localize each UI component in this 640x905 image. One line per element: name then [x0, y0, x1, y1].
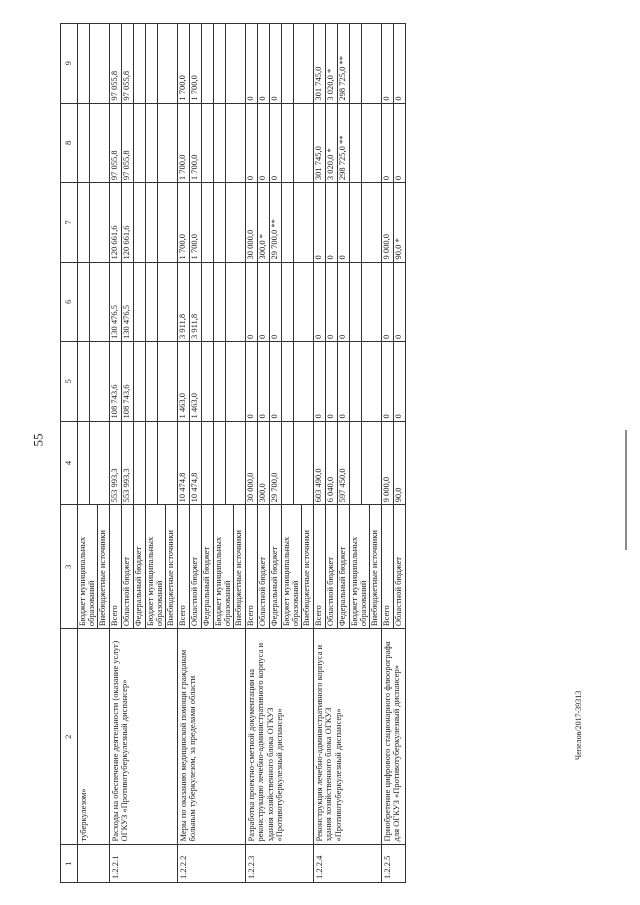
value-cell: 120 661,6: [110, 183, 122, 261]
value-list: [78, 104, 101, 182]
value-cell: 0: [270, 104, 282, 182]
funding-source: Федеральный бюджет: [202, 505, 214, 628]
value-cell: [202, 342, 214, 420]
value-cell: [146, 24, 158, 103]
value-cell: [90, 24, 101, 103]
funding-source-list: [78, 505, 109, 628]
value-cell: 1 700,0: [178, 104, 190, 182]
funding-source: Областной бюджет: [190, 505, 202, 628]
funding-source: Внебюджетные источники: [96, 530, 107, 627]
value-cell: [202, 422, 214, 505]
value-cell: 0: [258, 263, 270, 341]
value-cell: 120 661,6: [122, 183, 134, 261]
column-header-8: 8: [61, 103, 78, 182]
value-list: [110, 183, 169, 261]
value-cell: [78, 24, 90, 103]
value-cell: [362, 263, 373, 341]
value-cell: 10 474,8: [190, 422, 202, 505]
funding-source-list: [314, 505, 381, 628]
value-list: [314, 263, 373, 341]
funding-table: [60, 23, 406, 883]
funding-source: Федеральный бюджет: [338, 505, 350, 628]
value-cell: 0: [392, 175, 403, 181]
value-cell: [294, 263, 305, 341]
value-list: [78, 24, 101, 103]
value-cell: 0: [382, 24, 394, 103]
table-body: [77, 24, 405, 883]
value-cell: 30 000,0: [246, 422, 258, 505]
row-name: Приобретение цифрового стационарного флюорографа для ОГКУЗ «Противотуберкулезный диспансер»: [381, 629, 405, 845]
row-code: 1.2.2.1: [109, 845, 177, 883]
value-list: [110, 24, 169, 103]
value-cell: [158, 183, 169, 261]
value-cell: [350, 183, 362, 261]
value-list: [382, 24, 405, 103]
value-cell: [78, 422, 90, 505]
value-cell: 3 911,8: [190, 263, 202, 341]
value-cell: 0: [392, 334, 403, 340]
value-col4: [381, 421, 405, 505]
value-cell: [350, 104, 362, 182]
table-row: [177, 24, 245, 883]
value-cell: [134, 263, 146, 341]
value-cell: [90, 342, 101, 420]
funding-source-list: [110, 505, 177, 628]
value-cell: [282, 422, 294, 505]
value-col6: [245, 262, 313, 341]
value-cell: [90, 104, 101, 182]
value-list: [110, 422, 169, 505]
value-list: [178, 183, 237, 261]
rotated-table-wrapper: [60, 23, 580, 883]
value-cell: [214, 342, 226, 420]
row-name: Разработка проектно-сметной документации на реконструкцию лечебно-административного корпуса и здания хозяйственного блока ОГКУЗ «Противотуберкулезный диспансер»: [245, 629, 313, 845]
column-header-1: 1: [61, 845, 78, 883]
value-col5: [177, 342, 245, 421]
value-col7: [381, 183, 405, 262]
value-list: [314, 422, 373, 505]
value-col8: [177, 103, 245, 182]
value-cell: 300,0 *: [258, 183, 270, 261]
value-col4: [177, 421, 245, 505]
value-cell: [214, 263, 226, 341]
value-list: [382, 104, 405, 182]
table-row: [313, 24, 381, 883]
value-cell: [146, 263, 158, 341]
value-cell: [78, 342, 90, 420]
scan-edge-mark: [625, 430, 627, 550]
row-code: 1.2.2.3: [245, 845, 313, 883]
value-cell: [78, 183, 90, 261]
value-list: [382, 263, 405, 341]
column-header-2: 2: [61, 629, 78, 845]
value-col8: [381, 103, 405, 182]
funding-source: Федеральный бюджет: [270, 505, 282, 628]
value-list: [246, 183, 305, 261]
value-column: [77, 421, 109, 505]
value-cell: [294, 104, 305, 182]
row-name: Меры по оказанию медицинской помощи гражданам больным туберкулезом, за пределами области: [177, 629, 245, 845]
value-list: [78, 263, 101, 341]
value-cell: [134, 342, 146, 420]
value-cell: [214, 24, 226, 103]
value-cell: 0: [382, 263, 394, 341]
value-cell: [202, 183, 214, 261]
value-column: [77, 183, 109, 262]
value-cell: [294, 24, 305, 103]
funding-source: Областной бюджет: [392, 557, 403, 627]
value-cell: [294, 422, 305, 505]
value-list: [78, 342, 101, 420]
funding-source: Бюджет муниципальных образований: [146, 505, 166, 628]
value-cell: 0: [392, 414, 403, 419]
value-col9: [313, 24, 381, 104]
value-list: [246, 422, 305, 505]
funding-source: Бюджет муниципальных образований: [214, 505, 234, 628]
value-col8: [109, 103, 177, 182]
value-list: [382, 183, 405, 261]
funding-source: Областной бюджет: [258, 505, 270, 628]
value-cell: 130 476,5: [122, 263, 134, 341]
value-cell: 0: [246, 263, 258, 341]
value-cell: 0: [270, 24, 282, 103]
value-cell: [202, 104, 214, 182]
value-col6: [177, 262, 245, 341]
funding-source-list: [246, 505, 313, 628]
value-cell: 6 040,0: [326, 422, 338, 505]
value-cell: [282, 104, 294, 182]
value-col7: [177, 183, 245, 262]
value-cell: [158, 342, 169, 420]
value-col5: [109, 342, 177, 421]
funding-sources: [177, 505, 245, 629]
row-name: Реконструкция лечебно-административного корпуса и здания хозяйственного блока ОГКУЗ «Противотуберкулезный диспансер»: [313, 629, 381, 845]
value-cell: [226, 263, 237, 341]
value-cell: 108 743,6: [110, 342, 122, 420]
value-cell: 3 020,0 *: [326, 104, 338, 182]
value-col7: [109, 183, 177, 262]
value-cell: [282, 263, 294, 341]
value-col9: [177, 24, 245, 104]
funding-source: Всего: [246, 505, 258, 628]
funding-source: Всего: [110, 505, 122, 628]
funding-sources: [109, 505, 177, 629]
value-cell: [90, 422, 101, 505]
funding-sources: [313, 505, 381, 629]
funding-source: Внебюджетные источники: [368, 530, 379, 627]
value-cell: [146, 342, 158, 420]
value-cell: 0: [258, 104, 270, 182]
value-cell: [158, 263, 169, 341]
value-cell: 0: [314, 183, 326, 261]
value-cell: 0: [338, 183, 350, 261]
value-cell: [226, 183, 237, 261]
value-list: [110, 342, 169, 420]
value-cell: [282, 342, 294, 420]
funding-source: Всего: [382, 505, 394, 628]
value-cell: 0: [338, 342, 350, 420]
value-cell: 97 055,8: [122, 24, 134, 103]
value-list: [246, 104, 305, 182]
value-list: [178, 104, 237, 182]
value-list: [314, 24, 373, 103]
value-cell: 0: [326, 183, 338, 261]
value-cell: 130 476,5: [110, 263, 122, 341]
value-cell: [90, 263, 101, 341]
column-header-3: 3: [61, 505, 78, 629]
value-cell: [362, 342, 373, 420]
value-cell: 0: [314, 263, 326, 341]
value-cell: 298 725,0 **: [338, 104, 350, 182]
value-cell: [134, 422, 146, 505]
column-header-5: 5: [61, 342, 78, 421]
value-cell: [282, 183, 294, 261]
funding-source: Бюджет муниципальных образований: [78, 505, 98, 628]
value-list: [382, 422, 405, 505]
value-cell: 0: [270, 342, 282, 420]
value-cell: 97 055,8: [110, 24, 122, 103]
funding-source: Бюджет муниципальных образований: [350, 505, 370, 628]
value-cell: 0: [338, 263, 350, 341]
funding-sources: [245, 505, 313, 629]
value-list: [382, 342, 405, 420]
value-cell: [134, 183, 146, 261]
table-row-continuation: [77, 24, 109, 883]
value-cell: 3 020,0 *: [326, 24, 338, 103]
funding-source: Областной бюджет: [326, 505, 338, 628]
value-cell: 3 911,8: [178, 263, 190, 341]
value-cell: [146, 422, 158, 505]
value-cell: 298 725,0 **: [338, 24, 350, 103]
value-col4: [313, 421, 381, 505]
funding-source: Всего: [178, 505, 190, 628]
value-cell: 0: [270, 263, 282, 341]
value-cell: 0: [326, 263, 338, 341]
value-cell: 90,0 *: [392, 238, 403, 260]
value-cell: 1 700,0: [190, 104, 202, 182]
value-list: [178, 263, 237, 341]
value-cell: 0: [258, 342, 270, 420]
value-cell: [78, 263, 90, 341]
value-cell: 9 000,0: [382, 422, 394, 505]
value-col5: [381, 342, 405, 421]
funding-source: Всего: [314, 505, 326, 628]
value-cell: [350, 263, 362, 341]
value-col9: [109, 24, 177, 104]
header-row: [61, 24, 78, 883]
value-list: [78, 422, 101, 505]
value-cell: [350, 342, 362, 420]
value-cell: 301 745,0: [314, 24, 326, 103]
value-cell: 108 743,6: [122, 342, 134, 420]
value-col8: [245, 103, 313, 182]
value-list: [178, 422, 237, 505]
value-cell: [362, 104, 373, 182]
value-list: [314, 342, 373, 420]
value-cell: 301 745,0: [314, 104, 326, 182]
value-cell: 29 700,0: [270, 422, 282, 505]
value-cell: [134, 104, 146, 182]
value-cell: 553 993,3: [110, 422, 122, 505]
value-cell: 1 700,0: [178, 183, 190, 261]
value-cell: 0: [382, 342, 394, 420]
value-col6: [109, 262, 177, 341]
value-cell: [158, 24, 169, 103]
value-cell: [362, 24, 373, 103]
value-cell: [214, 183, 226, 261]
column-header-7: 7: [61, 183, 78, 262]
value-col9: [381, 24, 405, 104]
value-cell: 300,0: [258, 422, 270, 505]
value-cell: 0: [382, 104, 394, 182]
value-col5: [245, 342, 313, 421]
funding-source: Бюджет муниципальных образований: [282, 505, 302, 628]
funding-sources: [77, 505, 109, 629]
page-number: 55: [30, 433, 46, 447]
value-cell: 597 450,0: [338, 422, 350, 505]
value-cell: [158, 422, 169, 505]
table-row: [245, 24, 313, 883]
value-cell: [226, 422, 237, 505]
value-cell: 29 700,0 **: [270, 183, 282, 261]
value-cell: [146, 183, 158, 261]
value-cell: 0: [246, 104, 258, 182]
row-code: 1.2.2.5: [381, 845, 405, 883]
value-cell: [90, 183, 101, 261]
funding-source: Федеральный бюджет: [134, 505, 146, 628]
table-row: [381, 24, 405, 883]
funding-source-list: [382, 505, 405, 628]
value-cell: [226, 24, 237, 103]
value-cell: 0: [314, 342, 326, 420]
value-cell: [294, 342, 305, 420]
value-col9: [245, 24, 313, 104]
row-name: туберкулезом»: [77, 629, 109, 845]
value-cell: 97 055,8: [122, 104, 134, 182]
value-cell: 1 463,0: [190, 342, 202, 420]
value-list: [178, 342, 237, 420]
funding-source: Внебюджетные источники: [232, 530, 243, 627]
funding-sources: [381, 505, 405, 629]
value-cell: [362, 183, 373, 261]
value-col7: [313, 183, 381, 262]
value-cell: [350, 24, 362, 103]
value-list: [246, 24, 305, 103]
value-cell: [226, 342, 237, 420]
value-col7: [245, 183, 313, 262]
value-cell: [78, 104, 90, 182]
funding-source-list: [178, 505, 245, 628]
value-cell: [294, 183, 305, 261]
value-cell: [146, 104, 158, 182]
value-cell: 1 700,0: [190, 24, 202, 103]
value-cell: 603 490,0: [314, 422, 326, 505]
value-column: [77, 103, 109, 182]
value-cell: 0: [246, 24, 258, 103]
value-col6: [313, 262, 381, 341]
value-list: [78, 183, 101, 261]
value-col5: [313, 342, 381, 421]
value-cell: 1 463,0: [178, 342, 190, 420]
value-col4: [109, 421, 177, 505]
column-header-4: 4: [61, 421, 78, 505]
value-cell: [362, 422, 373, 505]
table-row: [109, 24, 177, 883]
value-cell: 30 000,0: [246, 183, 258, 261]
value-cell: [158, 104, 169, 182]
document-footer-code: Чепелов/2017-39313: [574, 690, 583, 760]
value-cell: 0: [392, 96, 403, 101]
column-header-6: 6: [61, 262, 78, 341]
funding-source: Внебюджетные источники: [164, 530, 175, 627]
value-cell: 0: [258, 24, 270, 103]
value-list: [178, 24, 237, 103]
value-list: [314, 183, 373, 261]
value-cell: [214, 422, 226, 505]
row-code: 1.2.2.2: [177, 845, 245, 883]
value-cell: 1 700,0: [190, 183, 202, 261]
value-col6: [381, 262, 405, 341]
column-header-9: 9: [61, 24, 78, 104]
value-cell: [202, 24, 214, 103]
value-list: [246, 342, 305, 420]
value-cell: 553 993,3: [122, 422, 134, 505]
value-cell: 9 000,0: [382, 183, 394, 261]
funding-source: Внебюджетные источники: [300, 530, 311, 627]
value-cell: [214, 104, 226, 182]
value-column: [77, 342, 109, 421]
value-cell: 97 055,8: [110, 104, 122, 182]
value-cell: [134, 24, 146, 103]
value-cell: [226, 104, 237, 182]
value-cell: 0: [326, 342, 338, 420]
value-cell: [282, 24, 294, 103]
value-cell: [202, 263, 214, 341]
value-col4: [245, 421, 313, 505]
funding-source: Областной бюджет: [122, 505, 134, 628]
row-code: 1.2.2.4: [313, 845, 381, 883]
value-list: [314, 104, 373, 182]
row-code: [77, 845, 109, 883]
value-cell: 90,0: [392, 487, 403, 503]
value-list: [110, 104, 169, 182]
value-cell: 1 700,0: [178, 24, 190, 103]
value-column: [77, 24, 109, 104]
value-list: [110, 263, 169, 341]
value-list: [246, 263, 305, 341]
value-col8: [313, 103, 381, 182]
value-cell: [350, 422, 362, 505]
value-cell: 10 474,8: [178, 422, 190, 505]
value-cell: 0: [246, 342, 258, 420]
value-column: [77, 262, 109, 341]
row-name: Расходы на обеспечение деятельности (оказание услуг) ОГКУЗ «Противотуберкулезный диспансер»: [109, 629, 177, 845]
